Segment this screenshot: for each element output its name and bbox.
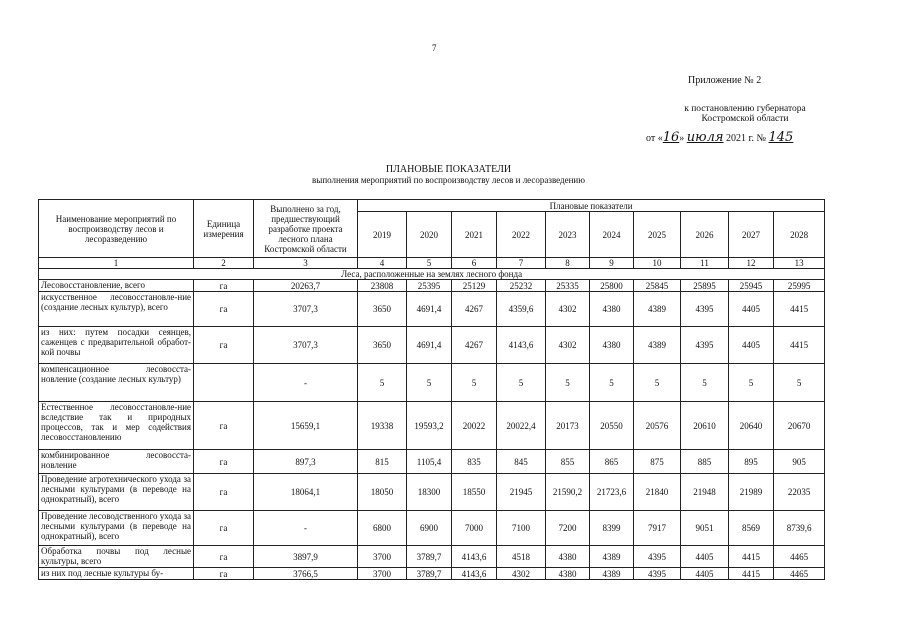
header-year: 2028 <box>774 212 825 258</box>
table-row <box>39 546 825 568</box>
header-year: 2027 <box>729 212 774 258</box>
planned-value: 20173 <box>546 402 590 450</box>
column-number: 13 <box>774 258 825 269</box>
decree-line-2: Костромской области <box>701 114 789 124</box>
planned-value: 6900 <box>407 511 452 546</box>
column-number: 6 <box>452 258 497 269</box>
planned-value: 4395 <box>681 292 729 327</box>
date-month-handwritten: июля <box>686 130 724 145</box>
planned-value: 855 <box>546 450 590 474</box>
planned-value: 18550 <box>452 474 497 511</box>
column-number: 5 <box>407 258 452 269</box>
planned-value: 4267 <box>452 292 497 327</box>
header-unit: Единица измерения <box>194 200 254 258</box>
column-number: 4 <box>358 258 407 269</box>
planned-value: 7200 <box>546 511 590 546</box>
column-number: 9 <box>590 258 634 269</box>
date-mid: » <box>679 133 687 144</box>
planned-value: 865 <box>590 450 634 474</box>
table-row <box>39 568 825 580</box>
header-year: 2023 <box>546 212 590 258</box>
planned-value: 8399 <box>590 511 634 546</box>
previous-year-value: 897,3 <box>254 450 358 474</box>
planned-value: 4380 <box>546 568 590 580</box>
planned-value: 895 <box>729 450 774 474</box>
column-number: 3 <box>254 258 358 269</box>
activity-name: Проведение агротехнического ухода за лесными культурами (в переводе на однократный), всего <box>39 474 194 511</box>
planned-value: 6800 <box>358 511 407 546</box>
activity-name: компенсационное лесовосста-новление (создание лесных культур) <box>39 364 194 402</box>
planned-value: 885 <box>681 450 729 474</box>
planned-value: 4359,6 <box>497 292 546 327</box>
planned-value: 3650 <box>358 327 407 364</box>
table-row <box>39 474 825 511</box>
planned-value: 4405 <box>729 292 774 327</box>
previous-year-value: 20263,7 <box>254 280 358 292</box>
header-year: 2022 <box>497 212 546 258</box>
planned-value: 19593,2 <box>407 402 452 450</box>
planned-value: 4267 <box>452 327 497 364</box>
planned-value: 5 <box>358 364 407 402</box>
planned-value: 8569 <box>729 511 774 546</box>
unit-cell: га <box>194 327 254 364</box>
planned-value: 20670 <box>774 402 825 450</box>
unit-cell <box>194 364 254 402</box>
previous-year-value: 15659,1 <box>254 402 358 450</box>
column-number: 12 <box>729 258 774 269</box>
planned-value: 905 <box>774 450 825 474</box>
planned-value: 7100 <box>497 511 546 546</box>
date-year: 2021 г. № <box>723 133 769 144</box>
decree-reference <box>660 104 830 124</box>
planned-value: 4405 <box>681 568 729 580</box>
planned-value: 4395 <box>681 327 729 364</box>
table-row <box>39 402 825 450</box>
planned-value: 4302 <box>546 327 590 364</box>
planned-value: 5 <box>729 364 774 402</box>
planned-value: 5 <box>407 364 452 402</box>
decree-date <box>646 130 793 145</box>
table-row <box>39 364 825 402</box>
planned-value: 20640 <box>729 402 774 450</box>
planned-value: 4389 <box>634 292 681 327</box>
planned-value: 5 <box>452 364 497 402</box>
unit-cell: га <box>194 568 254 580</box>
planned-value: 835 <box>452 450 497 474</box>
planned-value: 4380 <box>546 546 590 568</box>
planned-value: 20550 <box>590 402 634 450</box>
column-number: 2 <box>194 258 254 269</box>
column-numbers-row <box>39 258 825 269</box>
activity-name: из них: путем посадки сеянцев, саженцев с предварительной обработ-кой почвы <box>39 327 194 364</box>
planned-value: 3789,7 <box>407 568 452 580</box>
planned-value: 4395 <box>634 546 681 568</box>
planned-value: 25845 <box>634 280 681 292</box>
header-activity: Наименование мероприятий по воспроизводству лесов и лесоразведению <box>39 200 194 258</box>
previous-year-value: - <box>254 364 358 402</box>
indicators-table <box>38 199 825 580</box>
column-number: 7 <box>497 258 546 269</box>
planned-value: 25335 <box>546 280 590 292</box>
decree-number-handwritten: 145 <box>768 130 794 145</box>
planned-value: 25232 <box>497 280 546 292</box>
table-row <box>39 450 825 474</box>
planned-value: 4380 <box>590 327 634 364</box>
planned-value: 4415 <box>729 568 774 580</box>
planned-value: 3650 <box>358 292 407 327</box>
header-planned: Плановые показатели <box>358 200 825 212</box>
planned-value: 25129 <box>452 280 497 292</box>
document-title: ПЛАНОВЫЕ ПОКАЗАТЕЛИ <box>385 164 512 175</box>
header-year: 2020 <box>407 212 452 258</box>
planned-value: 23808 <box>358 280 407 292</box>
planned-value: 8739,6 <box>774 511 825 546</box>
header-year: 2026 <box>681 212 729 258</box>
planned-value: 4302 <box>497 568 546 580</box>
planned-value: 875 <box>634 450 681 474</box>
planned-value: 7000 <box>452 511 497 546</box>
planned-value: 21590,2 <box>546 474 590 511</box>
table-row <box>39 292 825 327</box>
planned-value: 4143,6 <box>497 327 546 364</box>
previous-year-value: 3766,5 <box>254 568 358 580</box>
header-previous-year: Выполнено за год, предшествующий разработке проекта лесного плана Костромской области <box>254 200 358 258</box>
planned-value: 4465 <box>774 568 825 580</box>
planned-value: 5 <box>497 364 546 402</box>
planned-value: 20022,4 <box>497 402 546 450</box>
planned-value: 4691,4 <box>407 327 452 364</box>
table-row <box>39 327 825 364</box>
previous-year-value: - <box>254 511 358 546</box>
planned-value: 20022 <box>452 402 497 450</box>
planned-value: 21989 <box>729 474 774 511</box>
unit-cell: га <box>194 511 254 546</box>
activity-name: Обработка почвы под лесные культуры, всего <box>39 546 194 568</box>
planned-value: 4302 <box>546 292 590 327</box>
planned-value: 21723,6 <box>590 474 634 511</box>
planned-value: 4465 <box>774 546 825 568</box>
planned-value: 7917 <box>634 511 681 546</box>
activity-name: Проведение лесоводственного ухода за лесными культурами (в переводе на однократный), всего <box>39 511 194 546</box>
unit-cell: га <box>194 450 254 474</box>
planned-value: 3700 <box>358 546 407 568</box>
date-prefix: от « <box>646 133 663 144</box>
planned-value: 4389 <box>590 568 634 580</box>
planned-value: 4405 <box>681 546 729 568</box>
planned-value: 25800 <box>590 280 634 292</box>
planned-value: 4380 <box>590 292 634 327</box>
planned-value: 18300 <box>407 474 452 511</box>
unit-cell: га <box>194 402 254 450</box>
activity-name: искусственное лесовосстановле-ние (создание лесных культур), всего <box>39 292 194 327</box>
table-row <box>39 511 825 546</box>
planned-value: 5 <box>681 364 729 402</box>
planned-value: 4415 <box>774 327 825 364</box>
planned-value: 21948 <box>681 474 729 511</box>
activity-name: Естественное лесовосстановле-ние вследствие так и природных процессов, так и мер содействия лесовосстановлению <box>39 402 194 450</box>
planned-value: 4143,6 <box>452 568 497 580</box>
previous-year-value: 3707,3 <box>254 292 358 327</box>
planned-value: 5 <box>634 364 681 402</box>
planned-value: 3700 <box>358 568 407 580</box>
unit-cell: га <box>194 546 254 568</box>
planned-value: 4518 <box>497 546 546 568</box>
date-day-handwritten: 16 <box>662 130 680 145</box>
column-number: 8 <box>546 258 590 269</box>
planned-value: 4415 <box>729 546 774 568</box>
previous-year-value: 3897,9 <box>254 546 358 568</box>
header-year: 2021 <box>452 212 497 258</box>
planned-value: 25995 <box>774 280 825 292</box>
appendix-label: Приложение № 2 <box>688 75 762 86</box>
column-number: 1 <box>39 258 194 269</box>
planned-value: 25945 <box>729 280 774 292</box>
planned-value: 4389 <box>590 546 634 568</box>
planned-value: 21840 <box>634 474 681 511</box>
planned-value: 4691,4 <box>407 292 452 327</box>
previous-year-value: 18064,1 <box>254 474 358 511</box>
decree-line-1: к постановлению губернатора <box>684 104 806 114</box>
planned-value: 4389 <box>634 327 681 364</box>
planned-value: 5 <box>546 364 590 402</box>
planned-value: 815 <box>358 450 407 474</box>
planned-value: 5 <box>590 364 634 402</box>
activity-name: Лесовосстановление, всего <box>39 280 194 292</box>
planned-value: 25895 <box>681 280 729 292</box>
page-number: 7 <box>432 43 437 53</box>
planned-value: 18050 <box>358 474 407 511</box>
planned-value: 4395 <box>634 568 681 580</box>
planned-value: 5 <box>774 364 825 402</box>
column-number: 11 <box>681 258 729 269</box>
header-year: 2019 <box>358 212 407 258</box>
unit-cell: га <box>194 292 254 327</box>
planned-value: 22035 <box>774 474 825 511</box>
unit-cell: га <box>194 474 254 511</box>
document-subtitle: выполнения мероприятий по воспроизводству лесов и лесоразведению <box>312 175 585 185</box>
table-row <box>39 280 825 292</box>
header-year: 2024 <box>590 212 634 258</box>
planned-value: 19338 <box>358 402 407 450</box>
planned-value: 20610 <box>681 402 729 450</box>
planned-value: 4415 <box>774 292 825 327</box>
activity-name: из них под лесные культуры бу- <box>39 568 194 580</box>
planned-value: 20576 <box>634 402 681 450</box>
planned-value: 4405 <box>729 327 774 364</box>
header-year: 2025 <box>634 212 681 258</box>
column-number: 10 <box>634 258 681 269</box>
planned-value: 845 <box>497 450 546 474</box>
section-row <box>39 269 825 280</box>
planned-value: 25395 <box>407 280 452 292</box>
planned-value: 21945 <box>497 474 546 511</box>
activity-name: комбинированное лесовосста-новление <box>39 450 194 474</box>
section-title: Леса, расположенные на землях лесного фонда <box>39 269 825 280</box>
unit-cell: га <box>194 280 254 292</box>
planned-value: 3789,7 <box>407 546 452 568</box>
planned-value: 9051 <box>681 511 729 546</box>
previous-year-value: 3707,3 <box>254 327 358 364</box>
planned-value: 1105,4 <box>407 450 452 474</box>
planned-value: 4143,6 <box>452 546 497 568</box>
